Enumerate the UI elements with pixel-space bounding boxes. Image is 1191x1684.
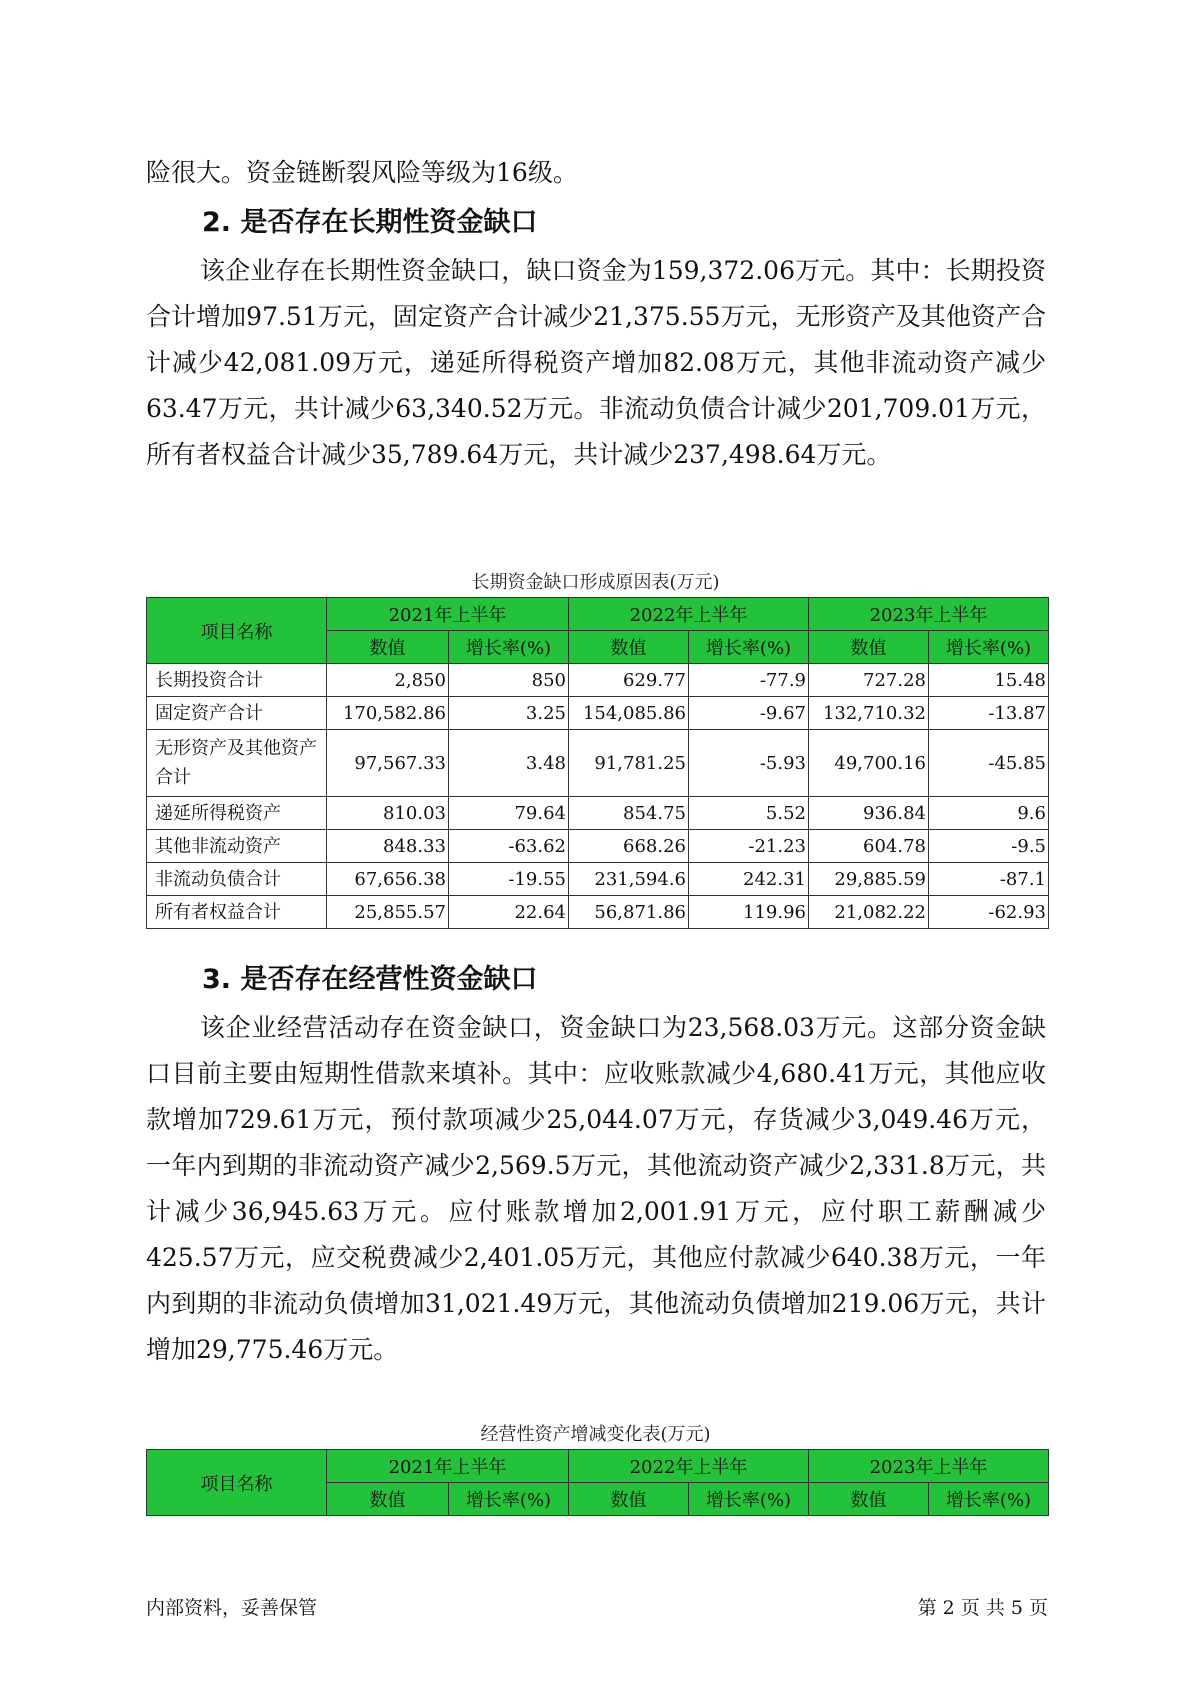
rate-cell: -77.9 — [689, 664, 809, 697]
value-header: 数值 — [327, 631, 449, 664]
row-label: 所有者权益合计 — [147, 896, 327, 929]
intro-line: 险很大。资金链断裂风险等级为16级。 — [146, 158, 578, 187]
rate-cell: -19.55 — [449, 863, 569, 896]
rate-cell: 22.64 — [449, 896, 569, 929]
value-cell: 604.78 — [809, 830, 929, 863]
year-header: 2022年上半年 — [569, 598, 809, 631]
value-header: 数值 — [569, 1483, 689, 1516]
value-cell: 25,855.57 — [327, 896, 449, 929]
value-cell: 170,582.86 — [327, 697, 449, 730]
rate-cell: 119.96 — [689, 896, 809, 929]
value-cell: 56,871.86 — [569, 896, 689, 929]
year-header: 2021年上半年 — [327, 598, 569, 631]
year-header: 2023年上半年 — [809, 1450, 1049, 1483]
rate-cell: 850 — [449, 664, 569, 697]
rate-header: 增长率(%) — [449, 631, 569, 664]
table-row — [147, 830, 1049, 863]
rate-header: 增长率(%) — [929, 631, 1049, 664]
rate-cell: -21.23 — [689, 830, 809, 863]
row-label: 固定资产合计 — [147, 697, 327, 730]
section2-paragraph: 该企业存在长期性资金缺口，缺口资金为159,372.06万元。其中：长期投资合计增加97.51万元，固定资产合计减少21,375.55万元，无形资产及其他资产合计减少42,081.09万元，递延所得税资产增加82.08万元，其他非流动资产减少63.47万元，共计减少63,340.52万元。非流动负债合计减少201,709.01万元，所有者权益合计减少35,789.64万元，共计减少237,498.64万元。 — [146, 256, 1046, 469]
table2-caption: 经营性资产增减变化表(万元) — [480, 1424, 711, 1445]
rate-cell: 9.6 — [929, 797, 1049, 830]
rate-cell: 242.31 — [689, 863, 809, 896]
value-cell: 49,700.16 — [809, 730, 929, 797]
rate-cell: -9.5 — [929, 830, 1049, 863]
value-cell: 91,781.25 — [569, 730, 689, 797]
rate-cell: -13.87 — [929, 697, 1049, 730]
value-cell: 810.03 — [327, 797, 449, 830]
table-row — [147, 896, 1049, 929]
rate-header: 增长率(%) — [689, 1483, 809, 1516]
section2-heading: 2. 是否存在长期性资金缺口 — [202, 207, 538, 238]
section3-heading: 3. 是否存在经营性资金缺口 — [202, 964, 538, 995]
long-term-gap-table — [146, 597, 1049, 929]
value-cell: 936.84 — [809, 797, 929, 830]
row-label: 递延所得税资产 — [147, 797, 327, 830]
value-cell: 668.26 — [569, 830, 689, 863]
value-cell: 21,082.22 — [809, 896, 929, 929]
rate-header: 增长率(%) — [449, 1483, 569, 1516]
row-label: 无形资产及其他资产合计 — [147, 730, 327, 797]
table-row — [147, 664, 1049, 697]
value-cell: 629.77 — [569, 664, 689, 697]
rate-cell: -62.93 — [929, 896, 1049, 929]
operating-assets-table — [146, 1449, 1049, 1516]
row-label: 其他非流动资产 — [147, 830, 327, 863]
rate-cell: 15.48 — [929, 664, 1049, 697]
rate-cell: -9.67 — [689, 697, 809, 730]
rate-header: 增长率(%) — [689, 631, 809, 664]
rate-cell: -87.1 — [929, 863, 1049, 896]
value-cell: 154,085.86 — [569, 697, 689, 730]
table1-caption: 长期资金缺口形成原因表(万元) — [471, 572, 720, 593]
table-row — [147, 697, 1049, 730]
section3-paragraph: 该企业经营活动存在资金缺口，资金缺口为23,568.03万元。这部分资金缺口目前主要由短期性借款来填补。其中：应收账款减少4,680.41万元，其他应收款增加729.61万元，预付款项减少25,044.07万元，存货减少3,049.46万元，一年内到期的非流动资产减少2,569.5万元，其他流动资产减少2,331.8万元，共计减少36,945.63万元。应付账款增加2,001.91万元，应付职工薪酬减少425.57万元，应交税费减少2,401.05万元，其他应付款减少640.38万元，一年内到期的非流动负债增加31,021.49万元，其他流动负债增加219.06万元，共计增加29,775.46万元。 — [146, 1013, 1046, 1364]
value-cell: 132,710.32 — [809, 697, 929, 730]
rate-cell: 5.52 — [689, 797, 809, 830]
footer-confidential: 内部资料，妥善保管 — [146, 1597, 318, 1619]
table-row — [147, 863, 1049, 896]
year-header: 2022年上半年 — [569, 1450, 809, 1483]
value-cell: 727.28 — [809, 664, 929, 697]
table-header-row — [147, 1450, 1049, 1483]
table-header-row — [147, 598, 1049, 631]
value-header: 数值 — [569, 631, 689, 664]
value-cell: 854.75 — [569, 797, 689, 830]
table-row — [147, 730, 1049, 797]
name-header: 项目名称 — [147, 598, 327, 664]
row-label: 长期投资合计 — [147, 664, 327, 697]
rate-header: 增长率(%) — [929, 1483, 1049, 1516]
value-cell: 2,850 — [327, 664, 449, 697]
year-header: 2021年上半年 — [327, 1450, 569, 1483]
value-cell: 231,594.6 — [569, 863, 689, 896]
value-cell: 848.33 — [327, 830, 449, 863]
value-header: 数值 — [809, 1483, 929, 1516]
year-header: 2023年上半年 — [809, 598, 1049, 631]
rate-cell: -63.62 — [449, 830, 569, 863]
rate-cell: 3.48 — [449, 730, 569, 797]
row-label: 非流动负债合计 — [147, 863, 327, 896]
rate-cell: -5.93 — [689, 730, 809, 797]
value-header: 数值 — [809, 631, 929, 664]
value-cell: 97,567.33 — [327, 730, 449, 797]
name-header: 项目名称 — [147, 1450, 327, 1516]
table-row — [147, 797, 1049, 830]
rate-cell: 79.64 — [449, 797, 569, 830]
value-header: 数值 — [327, 1483, 449, 1516]
rate-cell: 3.25 — [449, 697, 569, 730]
rate-cell: -45.85 — [929, 730, 1049, 797]
value-cell: 29,885.59 — [809, 863, 929, 896]
footer-page-number: 第 2 页 共 5 页 — [917, 1597, 1048, 1619]
value-cell: 67,656.38 — [327, 863, 449, 896]
